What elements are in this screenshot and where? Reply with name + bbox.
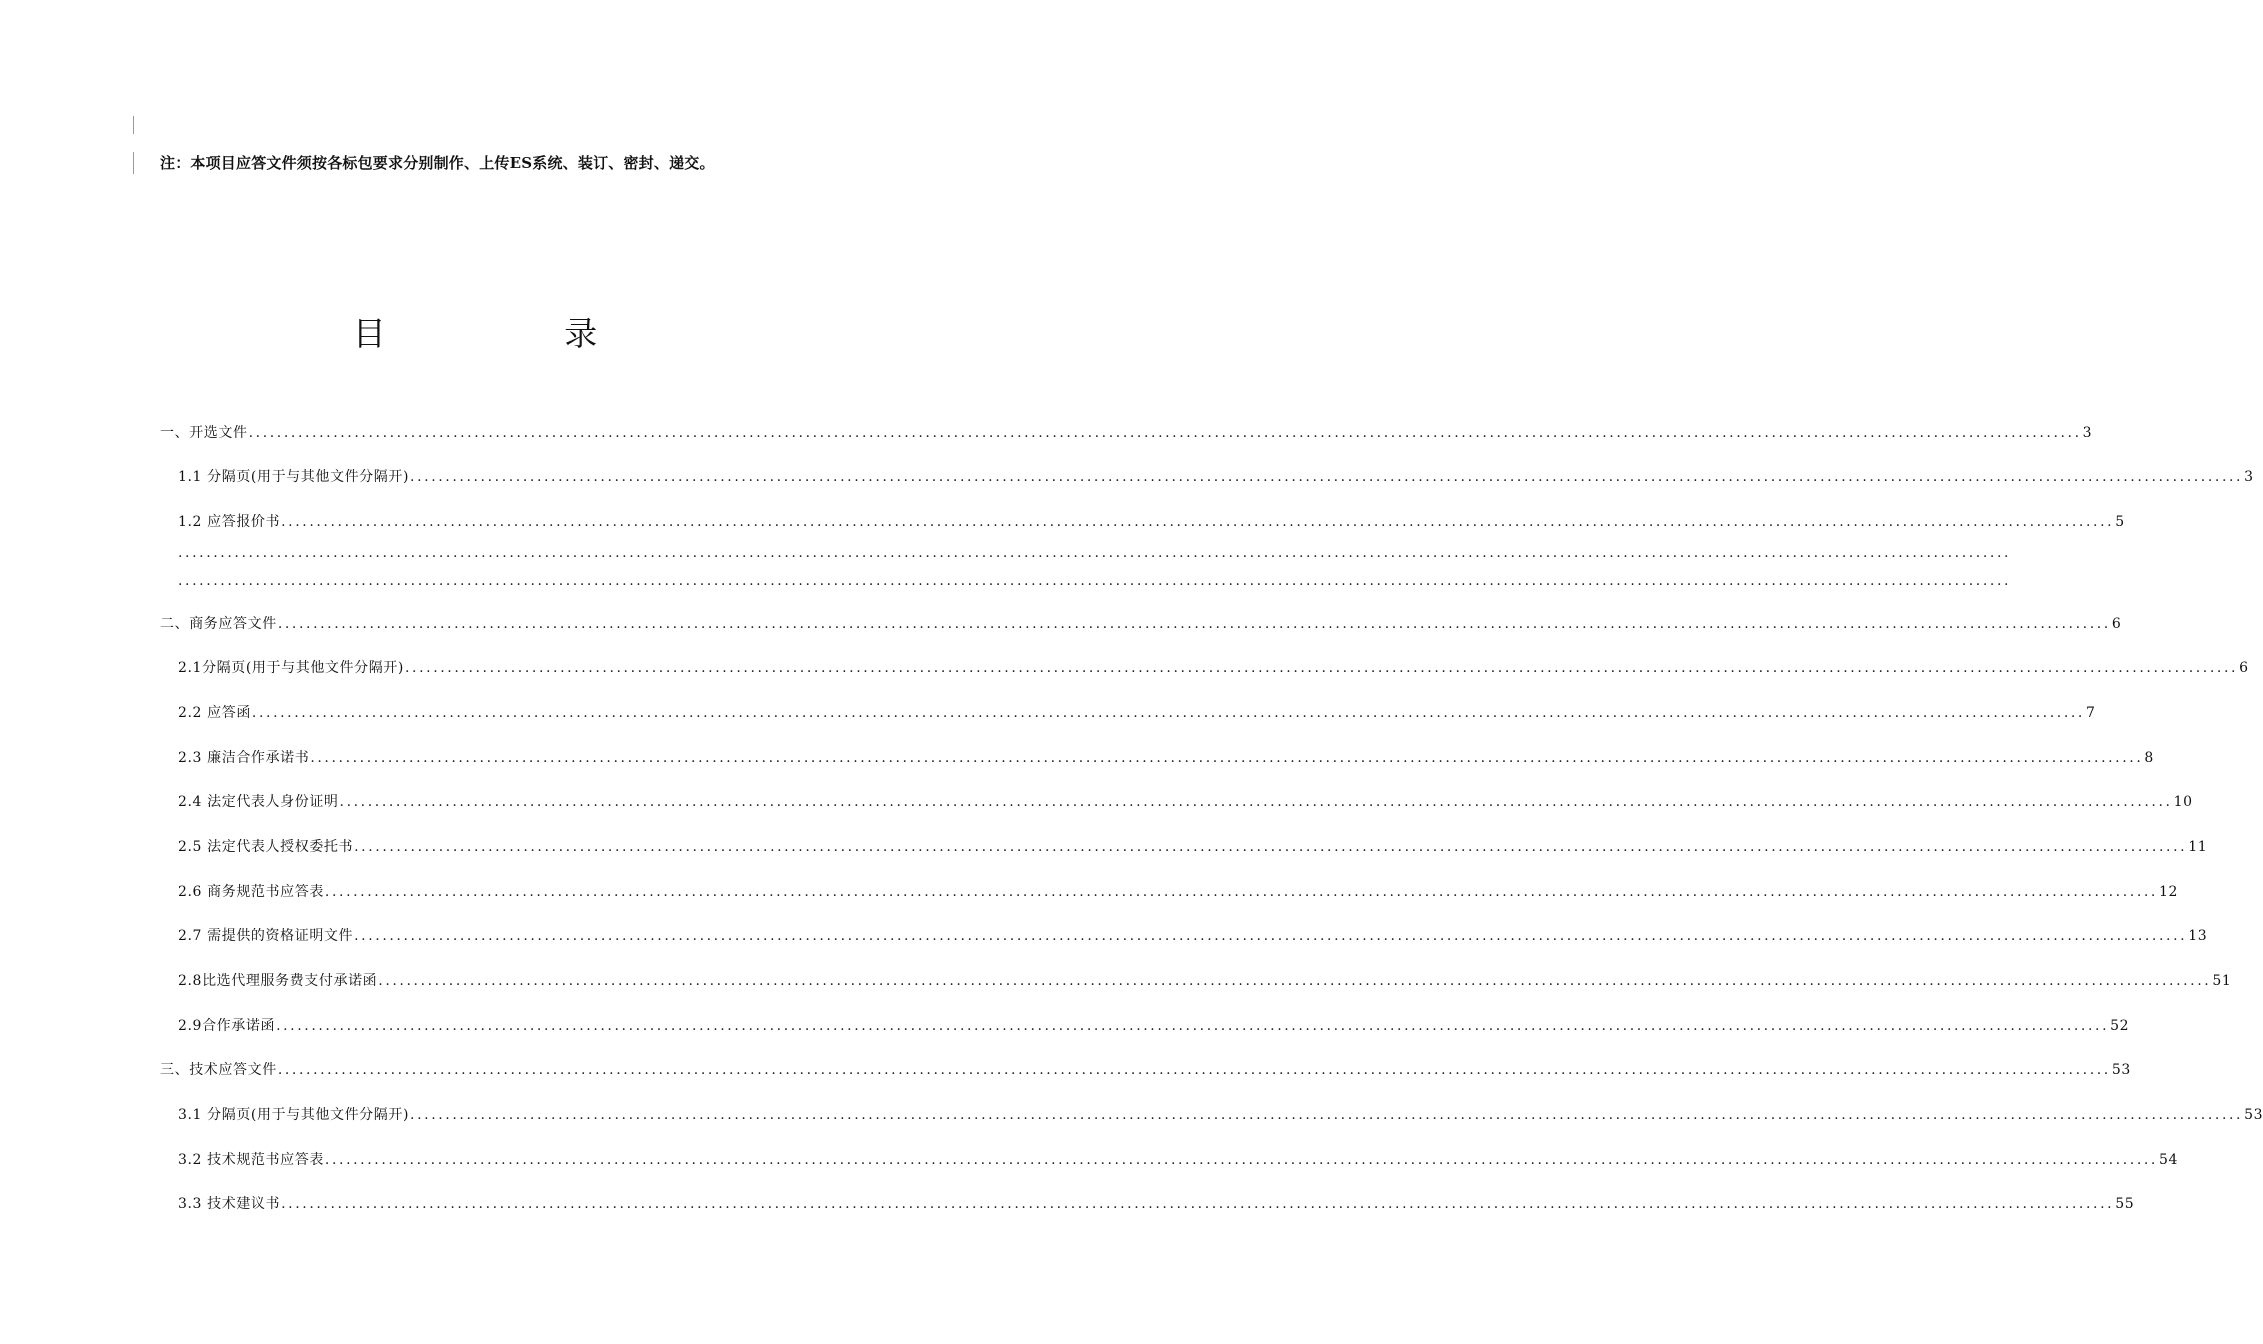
toc-entry-page: 6: [2111, 616, 2122, 632]
toc-entry-page: 52: [2110, 1018, 2130, 1034]
toc-leader-dots: ....................................................................................................................................................................................................................................................................: [324, 884, 2158, 900]
toc-entry[interactable]: [178, 512, 2125, 532]
toc-entry-label: 3.3 技术建议书: [178, 1196, 281, 1212]
toc-entry-page: 8: [2144, 750, 2154, 766]
toc-entry-label: 2.2 应答函: [178, 705, 251, 721]
note-text: 注：本项目应答文件须按各标包要求分别制作、上传ES系统、装订、密封、递交。: [160, 154, 715, 172]
toc-entry-page: 6: [2239, 660, 2249, 676]
toc-leader-dots: ....................................................................................................................................................................................................................................................................: [281, 514, 2115, 530]
toc-entry-label: 2.1分隔页(用于与其他文件分隔开): [178, 660, 404, 676]
toc-entry-page: 5: [2115, 514, 2125, 530]
toc-entry-page: 3: [2082, 425, 2093, 441]
toc-entry-label: 一、开选文件: [160, 425, 248, 441]
toc-entry-page: 53: [2244, 1107, 2263, 1123]
toc-empty-dot-line: ....................................................................................................................................................................................................................................................................: [178, 545, 2012, 561]
toc-entry-page: 51: [2212, 973, 2232, 989]
toc-entry[interactable]: [178, 1016, 2130, 1036]
toc-entry-label: 3.2 技术规范书应答表: [178, 1152, 324, 1168]
toc-entry-label: 2.9合作承诺函: [178, 1018, 276, 1034]
toc-entry-page: 54: [2158, 1152, 2178, 1168]
toc-entry[interactable]: [178, 703, 2096, 723]
toc-entry-page: 3: [2244, 469, 2254, 485]
toc-entry-label: 二、商务应答文件: [160, 616, 277, 632]
toc-entry[interactable]: [178, 1194, 2135, 1214]
toc-entry[interactable]: [178, 658, 2249, 678]
toc-entry-label: 三、技术应答文件: [160, 1062, 277, 1078]
toc-entry[interactable]: [178, 1150, 2178, 1170]
toc-leader-dots: ....................................................................................................................................................................................................................................................................: [276, 1018, 2110, 1034]
toc-leader-dots: ....................................................................................................................................................................................................................................................................: [410, 469, 2244, 485]
toc-entry-page: 13: [2188, 928, 2208, 944]
toc-entry[interactable]: [178, 792, 2193, 812]
toc-leader-dots: ....................................................................................................................................................................................................................................................................: [378, 973, 2212, 989]
toc-entry[interactable]: [160, 1060, 2131, 1080]
toc-entry[interactable]: [160, 614, 2122, 634]
toc-leader-dots: ....................................................................................................................................................................................................................................................................: [354, 839, 2188, 855]
toc-entry-label: 1.1 分隔页(用于与其他文件分隔开): [178, 469, 410, 485]
toc-entry[interactable]: [178, 467, 2254, 487]
toc-entry[interactable]: [178, 926, 2208, 946]
toc-entry-label: 2.4 法定代表人身份证明: [178, 794, 339, 810]
toc-empty-dot-line: ....................................................................................................................................................................................................................................................................: [178, 573, 2012, 589]
toc-leader-dots: ....................................................................................................................................................................................................................................................................: [339, 794, 2173, 810]
toc-leader-dots: ....................................................................................................................................................................................................................................................................: [277, 616, 2111, 632]
toc-leader-dots: ....................................................................................................................................................................................................................................................................: [410, 1107, 2244, 1123]
toc-entry-page: 10: [2173, 794, 2193, 810]
toc-entry-label: 2.7 需提供的资格证明文件: [178, 928, 354, 944]
toc-leader-dots: ....................................................................................................................................................................................................................................................................: [354, 928, 2188, 944]
toc-leader-dots: ....................................................................................................................................................................................................................................................................: [281, 1196, 2115, 1212]
toc-entry-label: 1.2 应答报价书: [178, 514, 281, 530]
toc-entry-page: 55: [2115, 1196, 2135, 1212]
toc-entry-page: 53: [2111, 1062, 2131, 1078]
toc-entry-label: 2.6 商务规范书应答表: [178, 884, 324, 900]
toc-leader-dots: ....................................................................................................................................................................................................................................................................: [324, 1152, 2158, 1168]
toc-entry-label: 2.3 廉洁合作承诺书: [178, 750, 310, 766]
toc-entry[interactable]: [178, 971, 2232, 991]
toc-leader-dots: ....................................................................................................................................................................................................................................................................: [248, 425, 2082, 441]
toc-leader-dots: ....................................................................................................................................................................................................................................................................: [310, 750, 2144, 766]
toc-leader-dots: ....................................................................................................................................................................................................................................................................: [251, 705, 2085, 721]
toc-entry-label: 2.5 法定代表人授权委托书: [178, 839, 354, 855]
toc-title: 目 录: [352, 314, 682, 353]
toc-entry[interactable]: [178, 1105, 2263, 1125]
toc-entry[interactable]: [178, 882, 2178, 902]
toc-entry-page: 7: [2085, 705, 2096, 721]
toc-entry-page: 12: [2158, 884, 2178, 900]
toc-entry-label: 3.1 分隔页(用于与其他文件分隔开): [178, 1107, 410, 1123]
toc-leader-dots: ....................................................................................................................................................................................................................................................................: [277, 1062, 2111, 1078]
toc-entry-page: 11: [2188, 839, 2208, 855]
toc-entry[interactable]: [178, 748, 2154, 768]
toc-entry[interactable]: [178, 837, 2208, 857]
toc-entry[interactable]: [160, 423, 2093, 443]
toc-entry-label: 2.8比选代理服务费支付承诺函: [178, 973, 378, 989]
toc-leader-dots: ....................................................................................................................................................................................................................................................................: [405, 660, 2239, 676]
